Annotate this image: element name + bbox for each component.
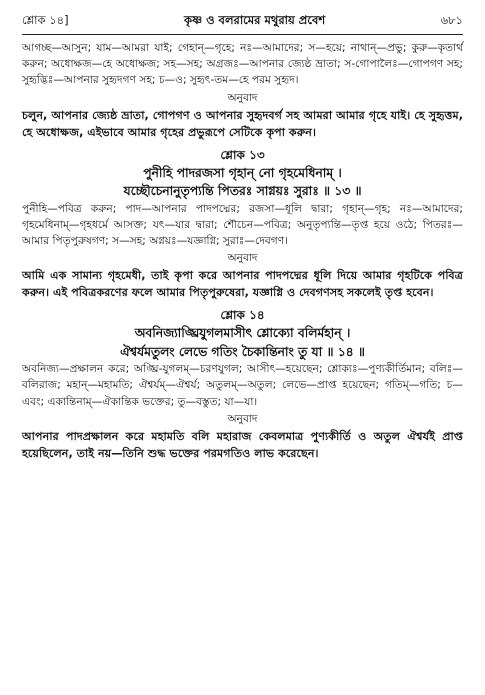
sloka14-verse-line1: অবনিজ্যাঙ্ঘ্রিযুগলমাসীৎ শ্লোক্যো বলির্মহান্ । <box>134 326 351 341</box>
page-header <box>22 12 463 35</box>
sloka13-synonyms: পুনীহি—পবিত্র করুন; পাদ—আপনার পাদপদ্মের; রজসা—ধূলি দ্বারা; গৃহান্—গৃহ; নঃ—আমাদের; গৃহমেধিনাম্—গৃহধর্মে আসক্ত; যৎ—যার দ্বারা; শৌচেন—পবিত্র; অনুতৃপ্যন্তি—তৃপ্ত হয়ে ওঠে; পিতরঃ—আমার পিতৃপুরুষগণ; স—সহ; অগ্নয়ঃ—যজ্ঞাগ্নি; সুরাঃ—দেবগণ। <box>22 202 463 248</box>
sloka13-anubad-label: অনুবাদ <box>227 252 258 265</box>
sloka14-anubad-label: অনুবাদ <box>227 412 258 425</box>
block1-synonyms: আগচ্ছ—আসুন; যাম—আমরা যাই; গেহান্—গৃহে; নঃ—আমাদের; স—হয়ে; নাথান্—প্রভু; কুরু—কৃতার্থ করুন; অধোক্ষজ—হে অধোক্ষজ; সহ—সহ; অগ্রজঃ—আপনার জ্যেষ্ঠ ভ্রাতা; স-গোপালৈঃ—গোপগণ সহ; সুহৃদ্ভিঃ—আপনার সুহৃদগণ সহ; চ—ও; সুহৃৎ-তম—হে পরম সুহৃদ। <box>22 42 463 87</box>
header-page-number: ৬৮১ <box>440 13 463 27</box>
sloka14-heading: শ্লোক ১৪ <box>220 308 265 323</box>
sloka14-verse-line2: ঐশ্বর্যমতুলং লেভে গতিং চৈকান্তিনাং তু যা ॥ ১৪ ॥ <box>120 344 365 359</box>
sloka13-translation: আমি এক সামান্য গৃহমেধী, তাই কৃপা করে আপনার পাদপদ্মের ধূলি দিয়ে আমার গৃহটিকে পবিত্র করুন। এই পবিত্রকরণের ফলে আমার পিতৃপুরুষেরা, যজ্ঞাগ্নি ও দেবগণসহ সকলেই তৃপ্ত হবেন। <box>22 269 463 300</box>
sloka14-translation: আপনার পাদপ্রক্ষালন করে মহামতি বলি মহারাজ কেবলমাত্র পুণ্যকীর্তি ও অতুল ঐশ্বর্যই প্রাপ্ত হয়েছিলেন, তাই নয়—তিনি শুদ্ধ ভক্তের পরমগতিও লাভ করেছেন। <box>22 429 463 460</box>
sloka14-synonyms: অবনিজ্য—প্রক্ষালন করে; অঙ্ঘ্রি-যুগলম্—চরণযুগল; আসীৎ—হয়েছেন; শ্লোক্যঃ—পুণ্যকীর্তিমান; বলিঃ—বলিরাজ; মহান্—মহামতি; ঐশ্বর্যম্—ঐশ্বর্য; অতুলম্—অতুল; লেভে—প্রাপ্ত হয়েছেন; গতিম্—গতি; চ—এবং; একান্তিনাম্—ঐকান্তিক ভক্তের; তু—বস্তুত; যা—যা। <box>22 363 463 408</box>
header-verse-ref: শ্লোক ১৪] <box>22 13 69 27</box>
block1-translation: চলুন, আপনার জ্যেষ্ঠ ভ্রাতা, গোপগণ ও আপনার সুহৃদবর্গ সহ আমরা আমার গৃহে যাই। হে সুহৃত্তম, হে অধোক্ষজ, এইভাবে আমার গৃহের প্রভুরূপে সেটিকে কৃপা করুন। <box>22 108 463 139</box>
sloka13-verse-line2: যচ্ছৌচেনানুতৃপ্যন্তি পিতরঃ সাগ্নয়ঃ সুরাঃ ॥ ১৩ ॥ <box>123 184 362 199</box>
block1-anubad-label: অনুবাদ <box>227 91 258 104</box>
header-chapter-title: কৃষ্ণ ও বলরামের মথুরায় প্রবেশ <box>184 13 326 27</box>
sloka13-heading: শ্লোক ১৩ <box>220 147 265 162</box>
sloka13-verse-line1: পুনীহি পাদরজসা গৃহান্ নো গৃহমেধিনাম্ । <box>143 165 342 180</box>
